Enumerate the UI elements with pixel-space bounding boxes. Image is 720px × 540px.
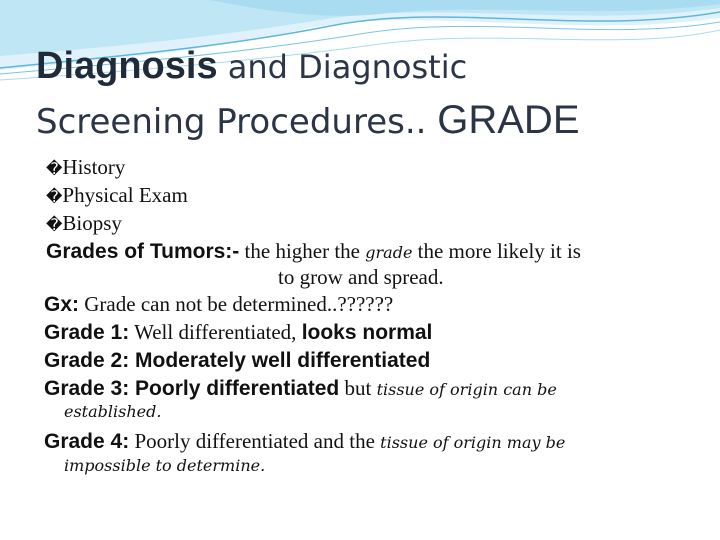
bullet-text: History (62, 155, 126, 179)
grades-of-tumors-line2: to grow and spread. (278, 265, 444, 289)
bullet-text: Physical Exam (62, 183, 188, 207)
gx-label: Gx: (44, 293, 80, 316)
slide-title-line2 (36, 98, 580, 144)
title-line2-text: Screening Procedures.. (36, 102, 438, 142)
grade2-line (44, 347, 430, 374)
grade2-bold: Moderately well differentiated (129, 349, 431, 372)
grade3-text: but (339, 376, 377, 400)
grade1-bold: looks normal (301, 321, 433, 344)
gx-text: Grade can not be determined..?????? (79, 292, 394, 316)
gx-line (44, 291, 393, 318)
title-grade: GRADE (437, 98, 580, 142)
grade2-label: Grade 2: (44, 349, 130, 372)
grades-of-tumors-line (46, 238, 581, 266)
grade4-text: Poorly differentiated and the (129, 429, 381, 453)
grades-text-a: the higher the (239, 239, 366, 263)
grade3-line (44, 375, 557, 403)
grade3-label: Grade 3: (44, 377, 130, 400)
grade3-line2: established. (64, 402, 162, 421)
bullet-icon: � (46, 215, 63, 234)
grade3-bold: Poorly differentiated (129, 377, 340, 400)
grade4-label: Grade 4: (44, 430, 130, 453)
bullet-icon: � (46, 187, 63, 206)
bullet-icon: � (46, 159, 63, 178)
grades-of-tumors-label: Grades of Tumors:- (46, 240, 240, 263)
grade4-line (44, 428, 565, 456)
grade1-label: Grade 1: (44, 321, 130, 344)
title-rest: and Diagnostic (217, 48, 468, 86)
bullet-text: Biopsy (62, 211, 122, 235)
list-item (46, 154, 125, 182)
title-bold-word: Diagnosis (36, 45, 218, 87)
grade4-italic: tissue of origin may be (380, 433, 566, 452)
grade-word: grade (365, 243, 413, 262)
grade4-line2: impossible to determine. (64, 456, 266, 475)
list-item (46, 210, 122, 238)
grade3-italic: tissue of origin can be (376, 380, 557, 399)
grades-text-b: the more likely it is (412, 239, 581, 263)
grade1-text: Well differentiated, (129, 320, 302, 344)
list-item (46, 182, 188, 210)
grade1-line (44, 319, 432, 346)
slide-title (36, 44, 467, 89)
